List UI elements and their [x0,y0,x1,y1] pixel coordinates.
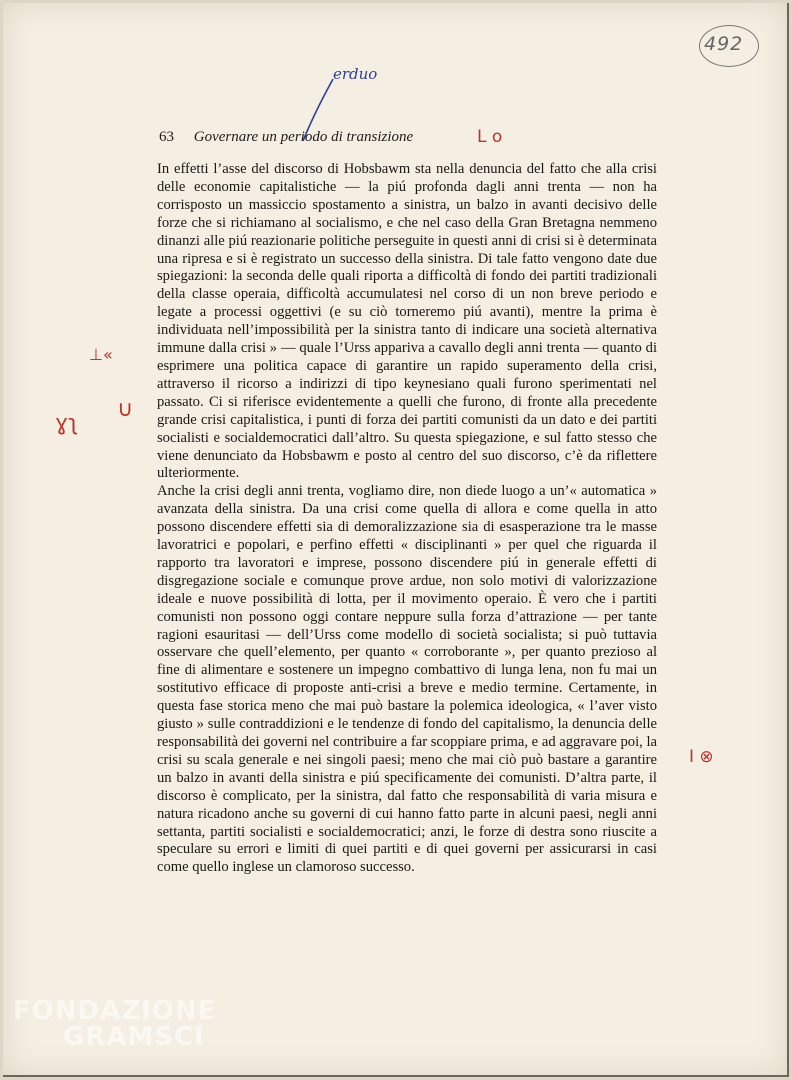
margin-mark-left-1: ⊥« [89,345,113,364]
margin-mark-left-3: ∪ [117,397,134,422]
head-correction-mark: L o [477,127,503,147]
margin-mark-left-2: ɣʅ [55,411,79,436]
watermark-line-1: FONDAZIONE [13,996,217,1026]
folio-number: 63 [159,129,174,145]
paragraph-1: In effetti l’asse del discorso di Hobsbawm sta nella denuncia del fatto che alla crisi delle economie capitalistiche — la piú profonda dagli anni trenta — non ha corrisposto un massiccio spostamento a sinistra, un balzo in avanti decisivo delle forze che si richiamano al socialismo, e che nel caso della Gran Bretagna nemmeno dinanzi alle piú reazionarie politiche perseguite in questi anni di crisi si è determinata una ripresa e si è registrato un successo della sinistra. Di tale fatto vengono date due spiegazioni: la seconda delle quali riporta a difficoltà di fondo dei partiti tradizionali della classe operaia, difficoltà accumulatesi nel corso di un non breve periodo e legate a processi oggettivi (e su ciò torneremo piú avanti), mentre la prima è individuata nell’impossibilità per la sinistra tanto di indicare una società alternativa immune dalla crisi » — quale l’Urss appariva a cavallo degli anni trenta — quanto di esprimere una politica capace di garantire un rapido superamento della crisi, attraverso il ricorso a indirizzi di tipo keynesiano quali furono sperimentati nel passato. Ci si riferisce evidentemente a quelli che furono, di fronte alla precedente grande crisi capitalistica, i punti di forza dei partiti comunisti da un dato e dei partiti socialisti e socialdemocratici dall’altro. Su questa spiegazione, e sul fatto stesso che viene denunciato da Hobsbawm e posto al centro del suo discorso, c’è da riflettere ulteriormente. [157,161,657,482]
head-insert-annotation: erduo [333,65,378,83]
running-head [159,129,413,146]
running-head-title: Governare un periodo di transizione [193,129,414,145]
watermark-line-2: GRAMSCI [63,1022,205,1052]
page-number: 492 [704,33,744,55]
document-page [3,3,789,1077]
margin-mark-right: I ⊗ [689,747,714,767]
paragraph-2: Anche la crisi degli anni trenta, vogliamo dire, non diede luogo a un’« automatica » avanzata della sinistra. Da una crisi come quella di allora e come quella in atto possono discendere effetti sia di demoralizzazione sia di esasperazione tra le masse lavoratrici e popolari, e perfino effetti « disciplinanti » per quel che riguarda il rapporto tra lavoratori e imprese, possono discendere piú in generale effetti di disgregazione sociale e comunque prove ardue, non solo motivi di valorizzazione ideale e nuove possibilità di lotta, per il movimento operaio. È vero che i partiti comunisti non possono oggi contare neppure sulla forza d’attrazione — per tante ragioni esauritasi — dell’Urss come modello di società socialista; si può tuttavia osservare che quell’elemento, per quanto « corroborante », per quanto prezioso al fine di alimentare e sostenere un impegno combattivo di lunga lena, non fu mai un sostitutivo efficace di proposte anti-crisi a breve e medio termine. Certamente, in questa fase storica meno che mai può bastare la polemica ideologica, « l’aver visto giusto » sulle contraddizioni e le tendenze di fondo del capitalismo, la denuncia delle responsabilità dei governi nel contribuire a far scoppiare prima, e ad aggravare poi, la crisi su scala generale e nei singoli paesi; meno che mai ciò può bastare a garantire un balzo in avanti della sinistra e piú specificamente dei comunisti. D’altra parte, il discorso è complicato, per la sinistra, dal fatto che responsabilità di varia misura e natura ricadono anche su governi di cui hanno fatto parte in alcuni paesi, negli anni settanta, partiti socialisti e socialdemocratici; anzi, le forze di destra sono riuscite a speculare su errori e limiti di quei partiti e di quei governi per assicurarsi in casi come quello inglese un clamoroso successo. [157,483,657,876]
insert-stroke-mark [297,75,337,147]
body-text [157,161,657,877]
foundation-watermark [13,998,216,1050]
